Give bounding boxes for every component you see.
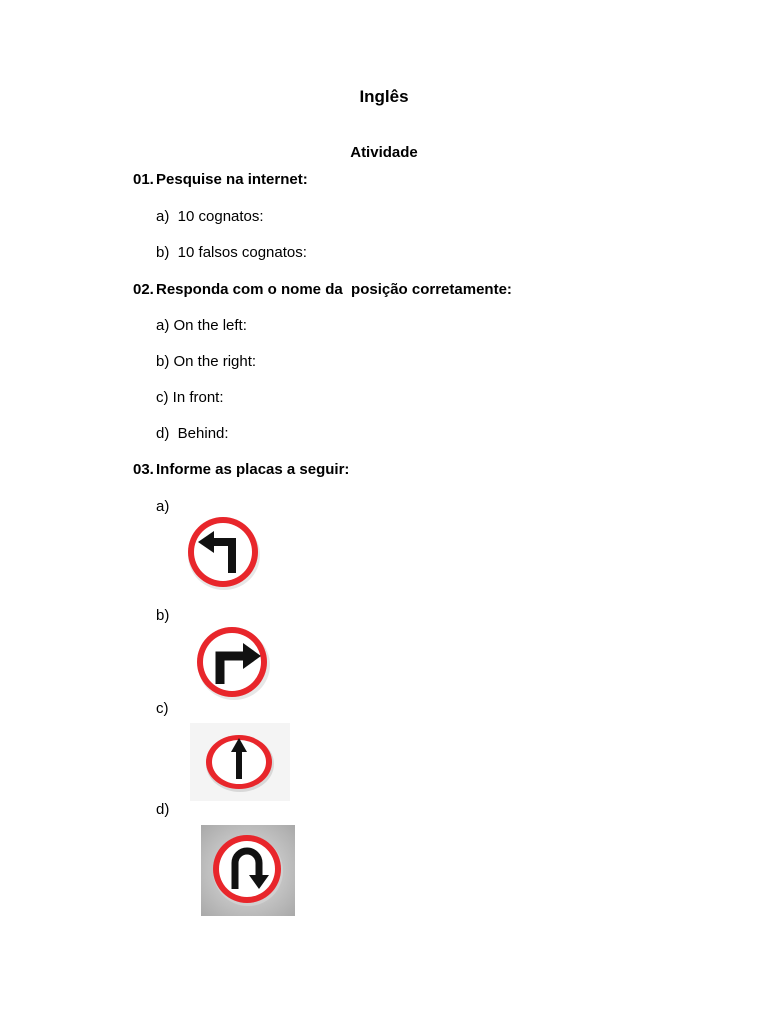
document-subtitle: Atividade (350, 144, 418, 161)
list-item: a) On the left: (156, 317, 247, 334)
list-item: c) (156, 700, 169, 717)
list-item: b) (156, 607, 170, 624)
question-prompt: Responda com o nome da posição corretamente: (156, 281, 512, 298)
question-prompt: Informe as placas a seguir: (156, 461, 350, 478)
list-item: c) In front: (156, 389, 224, 406)
list-item: a) (156, 498, 170, 515)
turn-left-prohibited-icon (183, 513, 265, 593)
question-prompt: Pesquise na internet: (156, 171, 308, 188)
list-item: b) 10 falsos cognatos: (156, 244, 307, 261)
u-turn-prohibited-icon (201, 825, 295, 916)
document-title: Inglês (359, 87, 409, 106)
straight-ahead-prohibited-icon (190, 723, 290, 801)
turn-right-prohibited-icon (191, 623, 273, 703)
question-number: 03. (133, 461, 154, 478)
question-number: 02. (133, 281, 154, 298)
question-number: 01. (133, 171, 154, 188)
list-item: b) On the right: (156, 353, 257, 370)
list-item: a) 10 cognatos: (156, 208, 264, 225)
list-item: d) (156, 801, 170, 818)
list-item: d) Behind: (156, 425, 229, 442)
